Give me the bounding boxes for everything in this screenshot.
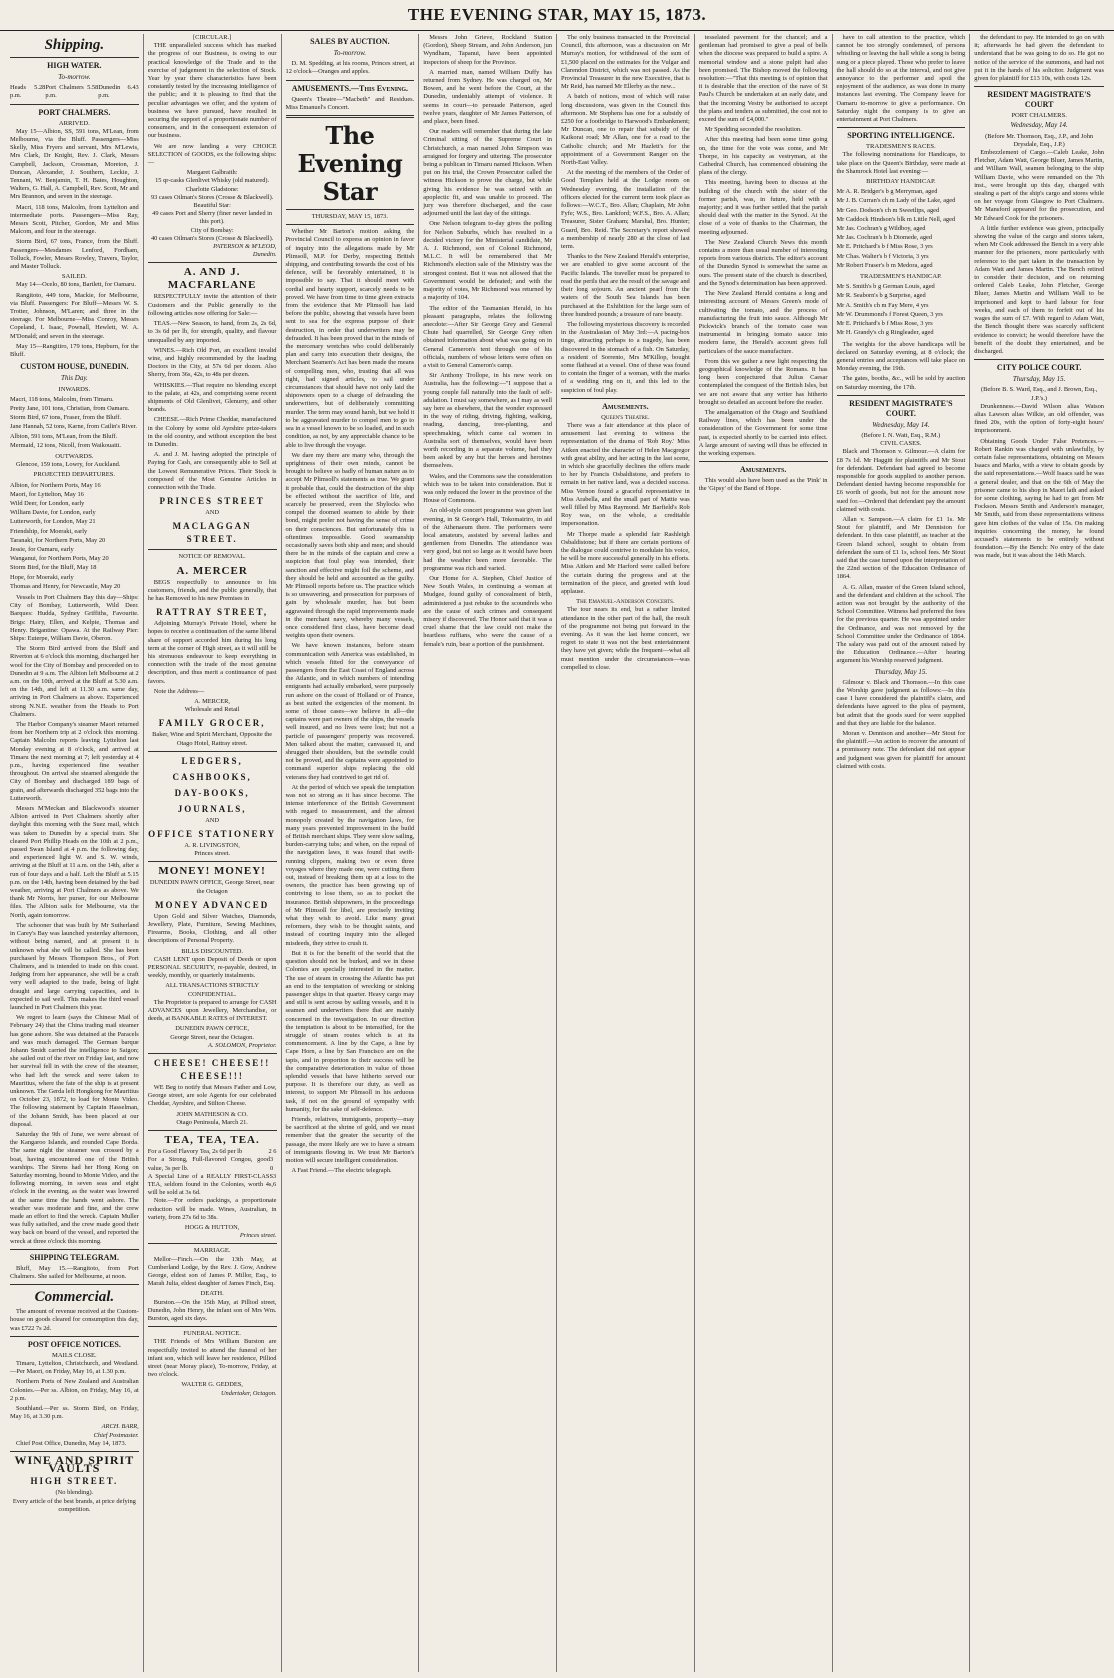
livingston-signature: A. R. LIVINGSTON, (184, 842, 240, 850)
news-paragraph: The only business transacted in the Provincial Council, this afternoon, was a discussion on Mr Murray's motion, for withdrawal of the sum of £1,500 placed on the estimates for the Vulgar and Clarendon District, which was not passed. As the Provincial Treasurer in the new Executive, that is Mr Reid, has named Mr Ellerby as the new... (561, 34, 690, 91)
inwards-list (10, 396, 139, 450)
princes-street-and: AND (205, 509, 220, 517)
court-paragraph: Moran v. Dennison and another—Mr Stout for the plaintiff.—An action to recover the amount of a promissory note. The defendant did not appear and judgment was given for plaintiff for amount claimed with costs. (836, 730, 966, 770)
issue-date: THURSDAY, MAY 15, 1873. (311, 213, 388, 221)
sailed-entry: May 15—Rangitiro, 179 tons, Hepburn, for the Bluff. (10, 342, 139, 359)
list-item: Mr Chas. Walter's b f Victoria, 3 yrs (836, 252, 929, 260)
court-date: Wednesday, May 14. (872, 420, 930, 429)
list-item: Mr Jas. Cochran's b h Diomede, aged (836, 234, 933, 242)
editorial-paragraph: Whether Mr Barton's motion asking the Provincial Council to express an opinion in favor of inquiry into the allegations made by Mr Plimsoll, M.P. for Derby, respecting British shipping, and contributing towards the cost of his defence, will be favorably entertained, it is impossible to say. That it should meet with cordial and hearty support, scarcely needs to be proved. We have from time to time given extracts from the evidence that Mr Plimsoll has laid before the public, showing that vessels have been sent to sea for the express purpose of their destruction, in order that underwriters may be defrauded. It has been proved that in the minds of the mercenary wretches who could deliberately plan and carry into execution their designs, the Merchant Seamen's Act has been made the means of compelling men, who, trusting that all was right, had signed articles, to sail under circumstances that should have not only laid the shipowners open to a charge of defrauding the underwriters, but of deliberately committing murder. The term may sound harsh, but we hold it to be aggravated murder to compel men to go to sea in a vessel known to be so loaded, and in such condition, as not, by any appreciable chance to be able to live through the voyage. (285, 228, 415, 449)
death-notice: Burston.—On the 15th May, at Pilliod street, Dunedin, John Henry, the infant son of Mrs Wm. Burston, aged six days. (147, 1298, 277, 1322)
amusements-heading: AMUSEMENTS.—This Evening. (291, 83, 409, 93)
article-paragraph: Vessels in Port Chalmers Bay this day—Ships: City of Bombay, Lutterworth, Wild Deer. Barques: Hudda, Sydney Griffiths, Favourite. Brigs: Hairy, Ellen, and Kelpie, Thomas and Henry. Brigantine: Opawa. At the Railway Pier: Ships: Euterpe, William Davie, Oberon. (10, 593, 139, 642)
cashbooks-line: CASHBOOKS, (172, 771, 252, 782)
mail-entry: Northern Ports of New Zealand and Australian Colonies.—Per ss. Albion, on Friday, May 16, at 2 p.m. (10, 1378, 139, 1402)
amusements-body: Queen's Theatre—"Macbeth" and Residues. Miss Emanuel's Concert. (285, 95, 415, 111)
tea-note: Note.—For orders packings, a proportionate reduction will be made. Wines, Australian, in variety, from 27s 6d to 38s. (147, 1197, 277, 1221)
column-3 (282, 34, 420, 1672)
divider (10, 1249, 139, 1250)
ship-name: City of Bombay: (190, 226, 234, 234)
list-item: Mermaid, 12 tons, Nicoll, from Waikouaiti. (10, 441, 122, 449)
arrival-entry: Storm Bird, 67 tons, France, from the Bluff. Passengers—Mesdames Lenford, Fordham, Tolluck, Fowler, Messrs Rowley, Travers, Taylor, and Master Tolluck. (10, 238, 139, 271)
wine-note: (No blending). (55, 1489, 94, 1497)
ship-goods: 40 cases Oilman's Stores (Crosse & Blackwell). (150, 234, 274, 242)
cheese-signature: JOHN MATHESON & CO. (176, 1110, 248, 1118)
shipping-heading: Shipping. (44, 37, 105, 53)
birthday-heading: BIRTHDAY HANDICAP. (866, 178, 936, 186)
court-paragraph: Allan v. Sampson.—A claim for £1 1s. Mr Stout for plaintiff, and Mr Denniston for defendant. In this case plaintiff, as teacher at the Green Island school, sought to obtain from defendant the sum of £1 1s, school fees. Mr Stout said that the case turned upon the interpretation of the 22nd section of the Education Ordinance of 1864. (836, 515, 966, 581)
sporting-heading: SPORTING INTELLIGENCE. (847, 131, 955, 141)
mail-entry: Timaru, Lyttelton, Christchurch, and Westland.—Per Maori, on Friday, May 16, at 1.30 p.m. (10, 1360, 139, 1376)
column-2 (144, 34, 282, 1672)
birthday-list (837, 188, 966, 270)
court-paragraph: A little further evidence was given, principally showing the value of the cargo and stores taken, when Mr Cook addressed the Bench in a very able manner for the prisoners, more particularly with reference to the part taken in the transaction by Adam Watt and James Martin. The Bench retired to consider their decision, and on returning ordered Caleb Leake, John Fletcher, George Bluer, James Martin and William Wall to be imprisoned and kept to hard labour for four weeks, and each of them to forfeit out of his wages the sum of £7. With regard to Adam Watt, the Bench thought there was scarcely sufficient evidence to convict; he would therefore have the benefit of the doubt they entertained, and be discharged. (974, 224, 1104, 355)
customs-date: This Day. (60, 374, 88, 383)
marriage-notice: Mellor—Finch.—On the 13th May, at Cumberland Lodge, by the Rev. J. Gow, Andrew George, eldest son of James P. Millor, Esq., to Marah Julia, eldest daughter of James Finch, Esq. (147, 1255, 277, 1288)
tea-signature: HOGG & HUTTON, (184, 1223, 240, 1231)
news-paragraph: Thanks to the New Zealand Herald's enterprise, we are enabled to give some account of the Pacific Islands. The traveller must be prepared to read the perils that are the result of the savage and their long sojourn. An ancient pearl from the waters of the South Sea Islands has been purchased at the Exhibition for the large sum of three hundred pounds; a treasure of rare beauty. (561, 253, 690, 318)
list-item: Taranaki, for Northern Ports, May 20 (10, 536, 106, 544)
page-masthead: THE EVENING STAR, MAY 15, 1873. (0, 0, 1114, 31)
news-paragraph: Mr Thorpe made a splendid fair Rashleigh Osbaldistone; but if there are certain portions of the dialogue could contrive to modulate his voice, he will be more successful generally in his efforts. Miss Aitken and Mr Harford were called before the curtain during the progress and at the termination of the piece, and greeted with loud applause. (561, 530, 690, 595)
sailed-heading: SAILED. (61, 273, 87, 281)
list-item: Pretty Jane, 101 tons, Christian, from Oamaru. (10, 404, 130, 412)
list-item: Thomas and Henry, for Newcastle, May 20 (10, 582, 121, 590)
macfarlane-intro: RESPECTFULLY invite the attention of their Customers and the Public generally to the following articles now offering for Sale:— (147, 293, 277, 317)
news-paragraph: Our readers will remember that during the late Criminal sitting of the Supreme Court in Christchurch, a man named John Simpson was arraigned for forgery and uttering. The prosecutor being a publican in Timaru named Hickson. When put on his trial, the Crown Prosecutor called the witness Hickson to prove the charge, but while giving his evidence he was seized with an apoplectic fit, and was unable to proceed. The jury was therefore discharged, and the case adjourned until the last day of the sittings. (423, 128, 552, 218)
tea-location: Princes street. (239, 1232, 277, 1240)
mercer-signature: Wholesale and Retail (184, 706, 240, 714)
ledgers-line: LEDGERS, (181, 755, 243, 766)
journals-line: JOURNALS, (177, 803, 247, 814)
list-item: Albion, 591 tons, M'Lean, from the Bluff. (10, 432, 118, 440)
funeral-notice: THE Friends of Mrs William Burston are respectfully invited to attend the funeral of her infant son, which will leave her residence, Pilliod street (near Moray place), To-morrow, Friday, at two o'clock. (147, 1338, 277, 1379)
tea-price-label: A Special Line of a REALLY FIRST-CLASS TEA, seldom found in the Colonies, worth 4s, will be sold at 3s 6d. (147, 1172, 274, 1197)
circular-location: Dunedin. (252, 251, 277, 259)
news-paragraph: One Nelson telegram to-day gives the polling for Nelson Suburbs, which has resulted in a decided victory for the Ministerial candidate, Mr A. J. Richmond, son of Colonel Richmond, M.L.C. It will be remembered that Mr Richmond's election sale of the Ministry was the strongest contest. But it was not allowed that the Government would be defeated; and with the majority of votes, Mr Richmond was returned by a majority of 104. (423, 220, 552, 302)
arrived-heading: ARRIVED. (58, 119, 90, 127)
sailed-entry: Rangitoto, 449 tons, Mackie, for Melbourne, via Bluff. Passengers: For Bluff—Messrs W. S. Trotter, Johnson, M'Laren; and three in the steerage. For Melbourne—Miss Conroy, Messrs Copeland, I. Isaac, Pownall, Hewlett, W. A. M'Donald; and seven in the steerage. (10, 291, 139, 340)
divider (148, 262, 277, 263)
money-body: Upon Gold and Silver Watches, Diamonds, Jewellery, Plate, Furniture, Sewing Machines, Firearms, Books, Clothing, and all other descriptions of Personal Property. (147, 912, 277, 945)
tea-price-list (148, 1148, 277, 1197)
money-body: The Proprietor is prepared to arrange for CASH ADVANCES upon Jewellery, Merchandise, or deeds, at BANKABLE RATES of INTEREST. (147, 998, 277, 1023)
court-heading: RESIDENT MAGISTRATE'S COURT. (849, 398, 953, 418)
pawn-proprietor: A. SOLOMON, Proprietor. (208, 1041, 277, 1049)
arrival-entry: May 15—Albion, SS, 591 tons, M'Lean, from Melbourne, via the Bluff. Passengers—Miss Skelly, Miss Fryers and servant, Mrs M'Lewis, Mrs Clark, Dr Knight, Rev. J. Clark, Messrs Campbell, Jackson, Crossman, Moreton, J. Duncan, Alexander, J. Southern, Leckie, J. Tennant, W. Benjamin, T. H. Bates, Houghton, Walters, G. Hall, A. Campbell, Rev. Scott, Mr and Mrs Brannon, and seven in the steerage. (10, 127, 139, 201)
commercial-heading: Commercial. (34, 1289, 115, 1306)
sales-date: To-morrow. (333, 49, 366, 57)
court-paragraph: Obtaining Goods Under False Pretences.—Robert Rankin was charged with unlawfully, by certain false representations, obtaining on Messrs Isaacs and Marks, with a view to obtain goods by the said representations.—Wolf Isaacs said he was a general dealer, and that on the 6th of May the prisoner came to his shop in Maori lath and asked for some clothing, saying he had to get from Mr Fockson. Messrs Smith and Anderson's manager, Mr Smith, said from these representations witness gave him clothes of the value of 15s. On making inquiries concerning the money, he found accused's statements to be entirely without foundation.—By the Bench: No entry of the date was made, but it was about the 14th March. (974, 437, 1104, 560)
tea-price-value: 3 6 (273, 1172, 277, 1188)
arrival-entry: Macri, 118 tons, Malcolm, from Lyttelton and intermediate ports. Passengers—Miss Ray, Messrs Scott, Pitcher, Gordon, Mr and Miss Malcom, and four in the steerage. (10, 203, 139, 236)
article-paragraph: We regret to learn (says the Chinese Mail of February 24) that the China trading mail steamer has gone ashore. She was detained at the Paracels and was much damaged. The German barque Johann Smidt carried the intelligence to Saigon; she sailed out of the river on Friday last, and now her survival fell in with the crew of the steamer, who had left the wreck and were taken to Mauritius, where the fate of the ship is at present unknown. The Gerda left Hongkong for Mauritius on October 23, 1872, to load for Monte Video. The following statement by Captain Hasselman, of the Johann Smidt, has been placed at our disposal. (10, 1014, 139, 1128)
divider (10, 57, 139, 58)
list-item: Mr H. Grandy's ch g Ringleader, aged (836, 329, 934, 337)
sales-heading: SALES BY AUCTION. (310, 37, 390, 46)
news-paragraph: A married man, named William Duffy has returned from Sydney. He was charged on, Mr Bowen, and he went before the Court, at the Dunedin, undeniably attempt of violence. It seems in court—to persuade Patterson, aged twelve years, daughter of Mr James Patterson, of and place, been fined. (423, 68, 552, 126)
column-6 (695, 34, 833, 1672)
court-paragraph: A. G. Allan, master of the Green Island school, and the defendant and children at the school. The action was not brought by the authority of the School Committee. Witness had preferred the fees for the previous quarter. He was appointed under the Ordinance, and was not removed by the School Committee under the Ordinance of 1864. The salary was paid out of the amount raised by the Education Ordinance.—After hearing argument his Worship reserved judgment. (836, 583, 966, 665)
news-paragraph: tesselated pavement for the chancel; and a gentleman had promised to give a peal of bells when the diocese was prepared to build a spire. A memorial window and a stone pulpit had also been promised. The Bishop moved the following resolution:—"That this meeting is of opinion that it is desirable that the erection of the nave of St Paul's Church be undertaken at an early date, and that the incoming Vestry be authorised to accept the plans and tenders as submitted, the cost not to exceed the sum of £4,000." (698, 34, 828, 124)
concerts-heading: The Emanuel-Anderson Concerts. (576, 598, 675, 606)
divider (837, 127, 966, 128)
amusements-section-heading: Amusements. (739, 465, 787, 475)
high-water-date: To-morrow. (58, 73, 91, 81)
news-paragraph: A batch of notices, most of which will raise long discussions, was given in the Council this afternoon. Mr Stephens has one for a subsidy of £250 for a footbridge to Harwood's Embankment; Mr Duncan, one to repair that subsidy of the Kaikorai road; Mr Allan, one for a road to the Catholic church; and Mr Hazlett's for the appointment of a Government Ranger on the North-East Valley. (561, 93, 690, 167)
news-paragraph: The editor of the Tasmanian Herald, in his pleasant paragraphs, relates the following anecdote:—After Sir George Grey and General Chute had quarrelled, Sir George Grey often obtained information about what was going on in General Cameron's tent through one of his officials, numbers of whose letters were often on a visit to General Cameron's camp. (423, 304, 552, 369)
list-item: Mr E. Pritchard's b f Miss Rose, 3 yrs (836, 243, 933, 251)
divider (561, 398, 690, 399)
divider (286, 209, 415, 210)
divider (10, 1336, 139, 1337)
news-paragraph: Messrs John Grieve, Rockland Station (Gordon), Sheep Stream, and John Anderson, jun Wyndham, Tapanui, have been appointed inspectors of sheep for the Province. (423, 34, 552, 66)
circular-body: We are now landing a very CHOICE SELECTION of GOODS, ex the following ships:— (147, 142, 277, 167)
macfarlane-heading: A. AND J. MACFARLANE (167, 266, 257, 292)
divider (10, 1284, 139, 1285)
list-item: Friendship, for Moeraki, early (10, 527, 88, 535)
tea-price-label: For a Good Flavory Tea, 2s 6d per lb (147, 1148, 243, 1156)
list-item: Lutterworth, for London, May 21 (10, 518, 96, 526)
inwards-heading: INWARDS. (58, 385, 91, 393)
news-paragraph: have to call attention to the practice, which cannot be too strongly condemned, of persons whistling or leaving the hall while a song is being sung or a piece played. Those who prefer to leave the hall should do so at the interval, and not give annoyance to the performer and spoil the enjoyment of the audience, as was done in many instances last evening. The Company leave for Oamaru to-morrow to give a performance. On Saturday night the company is to give an entertainment at Port Chalmers. (836, 34, 966, 124)
list-item: Maori, for Lyttelton, May 16 (10, 490, 84, 498)
macfarlane-item: WHISKIES.—That require no blending except to the palate, at 42s, and comprising some recent shipments of Old Glenlivet, Glenurry, and other brands. (147, 381, 277, 414)
circular-signature: PATERSON & M'LEOD, (213, 243, 277, 251)
funeral-signature: WALTER G. GEDDES, (181, 1381, 243, 1389)
tradesmen-intro: The following nominations for Handicaps, to take place on the Queen's Birthday, were made at the Shamrock Hotel last evening:— (836, 151, 966, 175)
circular-heading: [CIRCULAR.] (193, 34, 232, 41)
article-paragraph: The schooner that was built by Mr Sutherland in Carey's Bay was launched yesterday afternoon, without being named, and at present it is unknown what she will be called. She has been purchased by Messrs Thompson Bros., of Port Chalmers, and is intended to trade on this coast. Judging from her appearance, she will be a craft very well adapted to the trade, being of light draught and large carrying capacities, and is expected to sail well. This makes the third vessel launched in Port Chalmers this year. (10, 921, 139, 1011)
macfarlane-outro: A. and J. M. having adopted the principle of Paying for Cash, are consequently able to Sell at the Lowest Remunerative Prices. Their Stock is composed of the Most Genuine Articles in connection with the Trade. (147, 451, 277, 491)
mails-heading: MAILS CLOSE. (52, 1351, 97, 1359)
mercer-heading: A. MERCER (176, 564, 248, 577)
divider (699, 461, 828, 462)
court-before: (Before I. N. Watt, Esq., R.M.) (861, 431, 941, 439)
telegram-heading: SHIPPING TELEGRAM. (29, 1252, 119, 1262)
all-transactions: ALL TRANSACTIONS STRICTLY CONFIDENTIAL. (165, 982, 260, 998)
outwards-heading: OUTWARDS. (55, 452, 94, 460)
court-paragraph: Embezzlement of Cargo.—Caleb Leake, John Fletcher, Adam Watt, George Bluer, James Martin, and William Wall, seamen belonging to the ship William Davie, who were remanded on the 7th inst., were brought up this day, charged with stealing a part of the ship's cargo and stores while on her voyage from Glasgow to Port Chalmers. Mr Mansford appeared for the prosecution, and Mr Edward Cook for the prisoners. (974, 149, 1104, 222)
commercial-text: The amount of revenue received at the Custom-house on goods cleared for consumption this day, was £722 7s 2d. (10, 1308, 139, 1332)
court2-heading: RESIDENT MAGISTRATE'S COURT (987, 90, 1091, 110)
mercer-address: Baker, Wine and Spirit Merchant, Opposite the Otago Hotel, Rattray street. (152, 731, 273, 747)
divider (10, 104, 139, 105)
and-line: AND (205, 816, 220, 824)
divider (974, 359, 1104, 360)
death-heading: DEATH. (200, 1290, 224, 1298)
police-date: Thursday, May 15. (1012, 375, 1066, 384)
court2-date: Wednesday, May 14. (1010, 121, 1068, 130)
editorial-paragraph: We dare my there are many who, through the uprightness of their own minds, cannot be brought to believe so badly of human nature as to accept Mr Plimsoll's statements as true. We grant it probable that, could the destruction of the ship be effected without the sacrifice of life, and scarcely be preserved, even the Shylocks who compel the doomed seamen to abide by their bond, might prefer not having the sense of crime on their consciences. But unfortunately this is oftentimes impossible. Good seamanship occasionally saves both ship and men; and should there be in the minds of the captain and crew a suspicion that foul play was intended, their sanction and effective might foil the scheme, and they should be held and accounted as the guilty. Mr Plimsoll reports before us. The practice which is so unwavering, and prosecution for purposes of gain by wholesale murder, has but been aggravated through the rapid improvements made in the merchant navy, whereby many vessels, once considered first class, have become dead weights upon their owners. (285, 451, 415, 640)
tea-price-value: 3 0 (269, 1156, 274, 1172)
tea-price-label: For a Strong, Full-flavored Congou, good value, 3s per lb. (147, 1156, 270, 1172)
news-paragraph: Our Home for A. Stephen, Chief Justice of New South Wales, in continuing a woman at Mudgee, found guilty of concealment of birth, administered a just rebuke to the scoundrels who are the cause of such crimes and consequent misery if discovered. The Honor said that it was a cruel shame that the law could not make the heartless ruffians, who were the cause of a female's ruin, bear a portion of the punishment. (423, 575, 552, 648)
news-paragraph: The tour nears its end, but a rather limited attendance in the other part of the hall, the result of the programme not being put forward in the evening. As it was the last home concert, we regret to state it was not the best entertainment they have yet given; while the frequent—what all must mention under the circumstances—was compelled to close. (561, 606, 690, 671)
news-paragraph: At the meeting of the members of the Order of Good Templars held at the Lodge room on Wednesday evening, the installation of the officers elected for the current term took place as follows:—W.C.T., Bro. Allan; Chaplain, Mr John Fyfe; W.S., Bro. Lankford; W.F.S., Bro. A. Allan; Treasurer, Sister Graham; Marshal, Bro. Hunter; Guard, Bro. Reid. The Secretary's report showed a membership of nearly 280 at the close of last term. (561, 169, 690, 251)
tea-price-value: 2 6 (268, 1148, 277, 1156)
macfarlane-item: WINES.—Rich Old Port, an excellent invalid wine, and highly recommended by the leading Doctors in the City, at 57s 6d per dozen. Also Sherry, from 36s, 42s, to 48s per dozen. (147, 346, 277, 379)
post-heading: POST OFFICE NOTICES. (27, 1339, 121, 1349)
funeral-heading: FUNERAL NOTICE. (183, 1330, 241, 1338)
court-paragraph: Black and Thomson v. Gilmour.—A claim for £8 7s 1d. Mr Haggitt for plaintiffs and Mr Stout for defendant. Defendant had agreed to become responsible for goods supplied to another person. Defendant denied having become responsible for £6 worth of goods, but not for the amount now sued for.—Ordered that defendant pay the amount claimed with costs. (836, 448, 966, 513)
divider (286, 115, 415, 118)
article-paragraph: The Harbor Company's steamer Maori returned from her Northern trip at 2 o'clock this morning. Captain Malcolm reports leaving Lyttelton last Monday evening at 8 o'clock, and arrived at Timaru the next morning at 7; left yesterday at 4 p.m., having experienced fine weather throughout. On arrival she steamed alongside the City of Bombay and discharged 189 bags of grain, and afterwards discharged 352 bags into the Lutterworth. (10, 721, 139, 802)
divider (286, 224, 415, 225)
news-paragraph: Mr Spedding seconded the resolution. (704, 126, 802, 134)
daybooks-line: DAY-BOOKS, (174, 787, 250, 798)
cheese-location: Otago Peninsula, March 21. (176, 1118, 248, 1126)
mail-entry: Southland.—Per ss. Storm Bird, on Friday, May 16, at 3.30 p.m. (10, 1405, 139, 1421)
thursday-heading: Thursday, May 15. (874, 667, 928, 676)
tea-price-row (148, 1173, 277, 1198)
stationery-line: OFFICE STATIONERY (148, 829, 277, 840)
article-paragraph: Messrs M'Meckan and Blackwood's steamer Albion arrived in Port Chalmers shortly after daylight this morning with the Suez mail, which was taken to Dunedin by a special train. She cleared Port Phillip Heads on the 10th at 2 p.m., passed Swan Island at 4 p.m. the following day, and experienced light W. and S. W. winds, arriving at the Bluff at 11 a.m. on the 14th, after a run of four days and a half. Left the Bluff at 5.15 p.m. on the 14th, having been detained by the bad weather, arriving at Port Chalmers as above. We thank Mr Norris, her purser, for our Melbourne files. The Albion sails for Melbourne, via the North, again tomorrow. (10, 805, 139, 919)
projected-heading: PROJECTED DEPARTURES. (33, 471, 116, 479)
columns (6, 34, 1108, 1672)
wine-body: Every article of the best brands, at price defying competition. (12, 1497, 136, 1513)
editorial-paragraph: Friends, relatives, immigrants, property—may be sacrificed at the shrine of gold, and we must remember that the greater the security of the passage, the more likely are we to have a stream of immigrants flowing in. We trust Mr Barton's motion will secure intelligent consideration. (285, 1115, 415, 1164)
news-paragraph: This would also have been used as the 'Pink' in the 'Gipsy' of the Band of Hope. (698, 477, 828, 493)
mercer-body: Adjoining Murray's Private Hotel, where he hopes to receive a continuation of the same liberal share of support accorded him during his long term at the corner of High street, as it will still be his strenuous endeavour to keep everything in connection with the trade of the most genuine description, and thus merit a continuance of past favors. (147, 620, 277, 685)
ship-goods: 93 cases Oilman's Stores (Crosse & Blackwell). (150, 193, 274, 201)
tide-heads: Heads 5.28 p.m. (10, 84, 46, 100)
police-heading: CITY POLICE COURT. (996, 363, 1082, 373)
money-subheading: DUNEDIN PAWN OFFICE, George Street, near the Octagon (149, 879, 275, 895)
list-item: Jessie, for Oamaru, early (10, 545, 74, 553)
list-item: Storm Bird, for the Bluff, May 18 (10, 564, 97, 572)
news-paragraph: The amalgamation of the Otago and Southland Railway lines, which has been under the consideration of the Government for some time past, is expected shortly to be carried into effect. A large amount of saving will thus be effected in the working expenses. (698, 408, 828, 457)
column-1 (6, 34, 144, 1672)
list-item: Mr Geo. Dodson's ch m Sweetlips, aged (836, 206, 940, 214)
news-paragraph: The New Zealand Herald contains a long and interesting account of Messrs Green's mode of cultivating the tomato, and the process of manufacturing the fruit into sauce. Although Mr Pickwick's branch of the tomato case was instrumental in bringing tomato sauce into modern fame, the Herald's account gives full particulars of the sauce manufacture. (698, 290, 828, 355)
list-item: Storm Bird, 67 tons, Fraser, from the Bluff. (10, 414, 121, 422)
high-water-heading: HIGH WATER. (47, 61, 102, 70)
tide-dunedin: Dunedin 6.43 p.m. (98, 84, 139, 100)
column-7 (833, 34, 971, 1672)
list-item: Mr S. Smith's b g German Louis, aged (836, 283, 935, 291)
article-paragraph: Saturday the 9th of June, we were abreast of the Kangaroo Islands, and rounded Cape Borda. The same night the steamer was crossed by a boat, having encountered one of the British warships. The Sirens had her Hong Kong on Saturday morning, bound to Monte Video, and the following morning, in seven seas and eight o'clock in the evening, as the water was lowered at the same time the hands went ashore. The weather was moderate and fine, and the crew made an effort to find the wreck. Captain Muller was fully satisfied, and the crew made good their way back on board of the vessel, and reported the wreck at three o'clock this morning. (10, 1130, 139, 1245)
divider (148, 1326, 277, 1327)
list-item: Mr Jas. Cochran's g Wildboy, aged (836, 225, 926, 233)
news-paragraph: The following mysterious discovery is recorded in the Australasian of May 3rd:—A pacing-box tinge, attracting perhaps to a tragedy, has been discovered in the stomach of a fish. On Saturday, a resident of Sorrento, Mrs M'Killop, bought some flathead at a vessel. One of these was found to contain the finger of a woman, with the marks of a wedding ring on it, and this led to the suspicion of foul play. (561, 320, 690, 394)
divider (286, 80, 415, 81)
editorial-paragraph: We have known instances, before steam communication with America was established, in which vessels fitted for the conveyance of passengers from the East Coast of England across the Atlantic, and in which numbers of intending emigrants had actually embarked, were purposely run ashore on the coast of Holland or of France, as best suited the exigencies of the moment. In some of those cases—we believe in all—the captains were part owners of the ships, the vessels well insured, and no lives were lost; but not a particle of passengers' property was recovered. Men talked about the matter, canvassed it, and shrugged their shoulders, but the swindle could not be proved, and the captains were appointed to command superior ships replacing the old veterans they had contrived to get rid of. (285, 642, 415, 781)
livingston-location: Princes street. (194, 850, 231, 858)
tradesmen-note: The weights for the above handicaps will be declared on Saturday evening, at 8 o'clock; the general entries and acceptances will take place on Monday evening, the 19th. (836, 340, 966, 373)
telegram-text: Bluff, May 15.—Rangitoto, from Port Chalmers. She sailed for Melbourne, at noon. (10, 1264, 139, 1281)
footer-line: A Fast Friend.—The electric telegraph. (291, 1167, 392, 1175)
court-paragraph: Gilmour v. Black and Thomson.—In this case the Worship gave judgment as follows:—In this case I have considered the plaintiff's claim, and defendants have agreed to the plea of payment, but admit that the goods sued for were supplied and that they are liable for the balance. (836, 678, 966, 727)
sales-body: D. M. Spedding, at his rooms, Princes street, at 12 o'clock—Oranges and apples. (285, 60, 415, 76)
removal-heading: NOTICE OF REMOVAL. (178, 553, 246, 561)
ship-goods: 15 qr-casks Glenlivet Whisky (old matured). (155, 177, 270, 185)
court2-before: (Before Mr. Thomson, Esq., J.P., and John Drysdale, Esq., J.P.) (985, 132, 1094, 148)
customs-heading: CUSTOM HOUSE, DUNEDIN. (20, 362, 129, 372)
list-item: Mr Caddock Hindson's blk m Little Nell, aged (836, 215, 956, 223)
article-paragraph: The Storm Bird arrived from the Bluff and Riverton at 6 o'clock this morning, discharged her wool for the City of Bombay and proceeded on to Dunedin at 9 a.m. The Albion left Melbourne at 2 a.m. on the 10th, arrived at the Bluff at 5.30 a.m. on the 14th, and left at 11.30 a.m. same day, arriving in Port Chalmers as above. Experienced strong N.N.E. weather from the Heads to Port Chalmers. (10, 645, 139, 718)
news-paragraph: An old-style concert programme was given last evening, in St George's Hall, Tokomairiro, in aid of the Athenaeum there. The performers were local amateurs, assisted by several ladies and gentlemen from Dunedin. The attendance was very good, but not so large as it would have been had the weather been more favorable. The programme was rich and varied. (423, 507, 552, 572)
post-location: Chief Post Office, Dunedin, May 14, 1873. (16, 1439, 127, 1447)
port-heading: PORT CHALMERS. (38, 107, 111, 117)
money-advanced: MONEY ADVANCED (154, 899, 270, 910)
mercer-grocer: FAMILY GROCER, (158, 718, 266, 729)
news-paragraph: There was a fair attendance at this place of amusement last evening to witness the representation of the drama of 'Rob Roy.' Miss Aitken enacted the character of Helen Macgregor with great ability, and her acting in the last scene, in which she gracefully declines the offers made to her by Francis Osbaldistone, and prefers to remain in her native land, was a decided success. Miss Vernon found a graceful representative in Miss Arabella, and the small part of Mattie was well filled by Miss Raymond. Mr Barfield's Rob Roy was, on the whole, a creditable impersonation. (561, 421, 690, 528)
cash-lent: CASH LENT upon Deposit of Deeds or upon PERSONAL SECURITY, re-payable, desired, in weekly, monthly, or quarterly instalments. (147, 955, 277, 980)
cheese-heading: CHEESE! CHEESE!! CHEESE!!! (153, 1058, 271, 1082)
news-paragraph: Sir Anthony Trollope, in his new work on Australia, has the following:—"I suppose that a young couple fall naturally into the fault of self-adulation. I must say somewhere, as I may as well say here as elsewhere, that the wonder expressed in the way of riding, driving, fighting, walking, reading, dancing, tree-planting, and speechmaking, which came cal women in Australia sort of themselves, would have been worth recording in a separate volume, had they been asked by any but the heroes and heroines themselves. (423, 372, 552, 470)
macfarlane-item: CHEESE.—Rich Prime Cheddar, manufactured in the Colony by some old Ayrshire prize-takers in the old country, and without exception the best in Dunedin. (147, 416, 277, 448)
list-item: Macri, 118 tons, Malcolm, from Timaru. (10, 395, 114, 403)
list-item: Hope, for Moeraki, early (10, 573, 74, 581)
ship-name: Margaret Galbraith: (186, 169, 238, 177)
princes-street-heading: PRINCES STREET (159, 496, 265, 507)
mercer-note: Note the Address— (153, 687, 205, 695)
tide-port-chalmers: Port Chalmers 5.58 p.m. (45, 84, 99, 100)
circular-body: THE unparalleled success which has marked the progress of our Business, is owing to our practical knowledge of the Trade and to the exercise of judgement in the selection of Stock. Year by year there characteristics have been constantly tested by the increasing intelligence of the public; and it is pleasing to find that the peculiar advantages we offer, and the system of business we have pursued, have resulted in securing the support of a proportionate number of consumers, and in the consequent extension of our business. (147, 42, 277, 140)
ship-goods: 49 cases Port and Sherry (finer never landed in this port). (152, 210, 273, 226)
divider (148, 861, 277, 862)
divider (148, 1130, 277, 1131)
mercer-place: RATTRAY STREET, (156, 607, 269, 618)
list-item: Wanganui, for Northern Ports, May 20 (10, 555, 109, 563)
bills-discounted: BILLS DISCOUNTED. (181, 947, 244, 955)
column-8 (970, 34, 1108, 1672)
outwards-entry: Glencoe, 159 tons, Lowry, for Auckland. (16, 461, 121, 469)
editorial-paragraph: At the period of which we speak the temptation was not so strong as it has since become. The intense interference of the British Government with regard to measurement, and the almost monopoly created by the navigation laws, for many years prevented improvement in the build of British merchant ships. They were slow sailing, burden-carrying tubs; and when, on the repeal of the navigation laws, it was found that swift-running clippers, making two or even three voyages where they made one, were cutting them out, instead of breaking them up at a loss to the owners, the practice has been growing up of contriving to lose them, so as to pocket the insurance. British shipowners, in the proceedings of Mr Plimsoll for libel, are precisely inviting what they wish to avoid. Like many great reformers, they wish to be thought saints, and instead of courting inquiry into the alleged misdeeds, they strive to crush it. (285, 783, 415, 947)
list-item: Mr Robert Fraser's b m Medora, aged (836, 261, 933, 269)
funeral-location: Undertaker, Octagon. (220, 1389, 277, 1397)
list-item: Wild Deer, for London, early (10, 499, 85, 507)
tradesmen2-heading: TRADESMEN'S HANDICAP. (859, 273, 942, 281)
editorial-paragraph: But it is for the benefit of the world that the question should not be burked, and we in these Colonies are specially interested in the matter. The use of steam in crossing the Atlantic has put an end to the temptation of wrecking or sinking passenger ships in that quarter. Heavy cargo may and still is sent across by sailing vessels, and it is seamen and underwriters there that are mainly concerned in the investigation. In our direction the temptation is about to be intensified, for the struggle of steam routes which is at its commencement. A line by the Cape, a line by Cape Horn, a line by San Francisco are on the tapis, and in proportion to their success will be the comparative deterioration in value of those splendid vessels that have hitherto served our purpose. It is therefore our duty, as well as interest, to support Mr Plimsoll in his arduous task, if not on the ground of sympathy with humanity, for the sake of self-defence. (285, 949, 415, 1113)
list-item: William Davie, for London, early (10, 509, 96, 517)
list-item: Mr A. R. Bridger's b g Merryman, aged (836, 188, 938, 196)
mercer-body: BEGS respectfully to announce to his customers, friends, and the public generally, that he has Removed to his new Premises in (147, 578, 277, 602)
pawn-signature: George Street, near the Octagon. (170, 1033, 254, 1041)
macfarlane-item: TEAS.—New Season, to hand, from 2s, 2s 6d, to 3s 6d per lb, for strength, quality, and flavour unequalled by any imported. (147, 320, 277, 344)
tea-price-row (148, 1156, 277, 1172)
news-paragraph: After this meeting had been some time going on, the time for the vote was come, and Mr Thorpe, in his capacity as vestryman, at the Cathedral Church, has commenced obtaining the plans of the clergy. (698, 136, 828, 177)
tide-table (10, 84, 139, 100)
list-item: Mr E. Pritchard's b f Miss Rose, 3 yrs (836, 320, 933, 328)
wine-subheading: HIGH STREET. (30, 1476, 119, 1487)
list-item: Mr R. Seaborn's b g Surprise, aged (836, 292, 926, 300)
tea-heading: TEA, TEA, TEA. (164, 1134, 260, 1147)
tradesmen-heading: TRADESMEN'S RACES. (866, 143, 936, 151)
wine-heading: WINE AND SPIRIT VAULTS (14, 1453, 135, 1476)
queens-theatre-heading: Queen's Theatre. (601, 413, 650, 421)
divider (148, 1243, 277, 1244)
tea-price-row (148, 1148, 277, 1156)
news-paragraph: This meeting, having been to discuss at the building of the church with the sister of the former parish, was, in future, held with a majority; and it was further settled that the parish should deal with the matter in the Synod. At the close of a vote of thanks to the Chairman, the meeting adjourned. (698, 179, 828, 236)
list-item: Mr W. Drummond's f Forest Queen, 3 yrs (836, 310, 943, 318)
court2-subheading: PORT CHALMERS. (1011, 112, 1067, 120)
list-item: Mr A. Smith's ch m Fay Mere, 4 yrs (836, 301, 929, 309)
list-item: Jane Hannah, 52 tons, Karne, from Catlin's River. (10, 423, 137, 431)
divider (148, 751, 277, 752)
news-paragraph: The New Zealand Church News this month contains a more than usual number of interesting reports from various districts. The editor's account of the Dunedin Synod is somewhat the same as ours. The present state of the church is described, and the Synod's determination has been approved. (698, 238, 828, 287)
money-heading: MONEY! MONEY! (158, 865, 266, 878)
tradesmen-note: The gates, booths, &c., will be sold by auction on Saturday morning, the 17th. (836, 375, 966, 391)
divider (148, 549, 277, 550)
post-signature-title: Chief Postmaster. (93, 1431, 139, 1439)
divider (10, 1451, 139, 1452)
sailed-entry: May 14—Ocelo, 80 tons, Bartlett, for Oamaru. (16, 281, 136, 289)
divider (148, 1053, 277, 1054)
divider (974, 86, 1104, 87)
divider (837, 395, 966, 396)
maclaggan-street-heading: MACLAGGAN STREET. (172, 521, 252, 545)
cheese-body: WE Beg to notify that Messrs Father and Low, George street, are sole Agents for our celebrated Cheddar, Ayrshire, and Stilton Cheese. (147, 1084, 277, 1108)
newspaper-title: The Evening Star (297, 121, 403, 207)
amusements-section-heading: Amusements. (602, 401, 649, 411)
projected-list (10, 482, 139, 591)
post-signature: ARCH. BARR, (101, 1423, 139, 1431)
pawn-signature: DUNEDIN PAWN OFFICE, (175, 1025, 249, 1033)
list-item: Mr J. B. Curran's ch m Lady of the Lake, aged (836, 197, 956, 205)
mercer-signature: A. MERCER, (194, 698, 230, 705)
ship-name: Charlotte Gladstone: (185, 185, 239, 193)
marriage-heading: MARRIAGE. (193, 1247, 231, 1255)
list-item: Albion, for Northern Ports, May 16 (10, 481, 101, 489)
court-paragraph: Drunkenness.—David Wilson alias Watson alias Lawson alias Wilkie, an old offender, was fined 20s, with the option of forty-eight hours' imprisonment. (974, 402, 1104, 435)
column-5 (557, 34, 695, 1672)
ship-name: Beautiful Star: (193, 202, 231, 210)
tradesmen2-list (837, 283, 966, 337)
column-4 (419, 34, 557, 1672)
civil-heading: CIVIL CASES. (880, 440, 922, 448)
news-paragraph: Wales, and the Commons saw the consideration which was to be taken into consideration. But it was only reduced the lower in the province of the House of Commons. (423, 472, 552, 505)
police-before: (Before B. S. Ward, Esq., and J. Brown, Esq., J.P.'s.) (980, 386, 1098, 402)
news-paragraph: From this we gather a new light respecting the geographical knowledge of the Romans. It has long been conjectured that Julius Caesar contemplated the conquest of the British Isles, but we are not aware that any writer has hitherto brought so detailed an account before the reader. (698, 357, 828, 406)
court-paragraph: the defendant to pay. He intended to go on with it; afterwards he had given the defendant to understand that he was going to do so. He got no notice of the service of the summons, and had not put it in the hands of his solicitor. Judgment was given for plaintiff for £13 10s, with costs 12s. (974, 34, 1104, 83)
